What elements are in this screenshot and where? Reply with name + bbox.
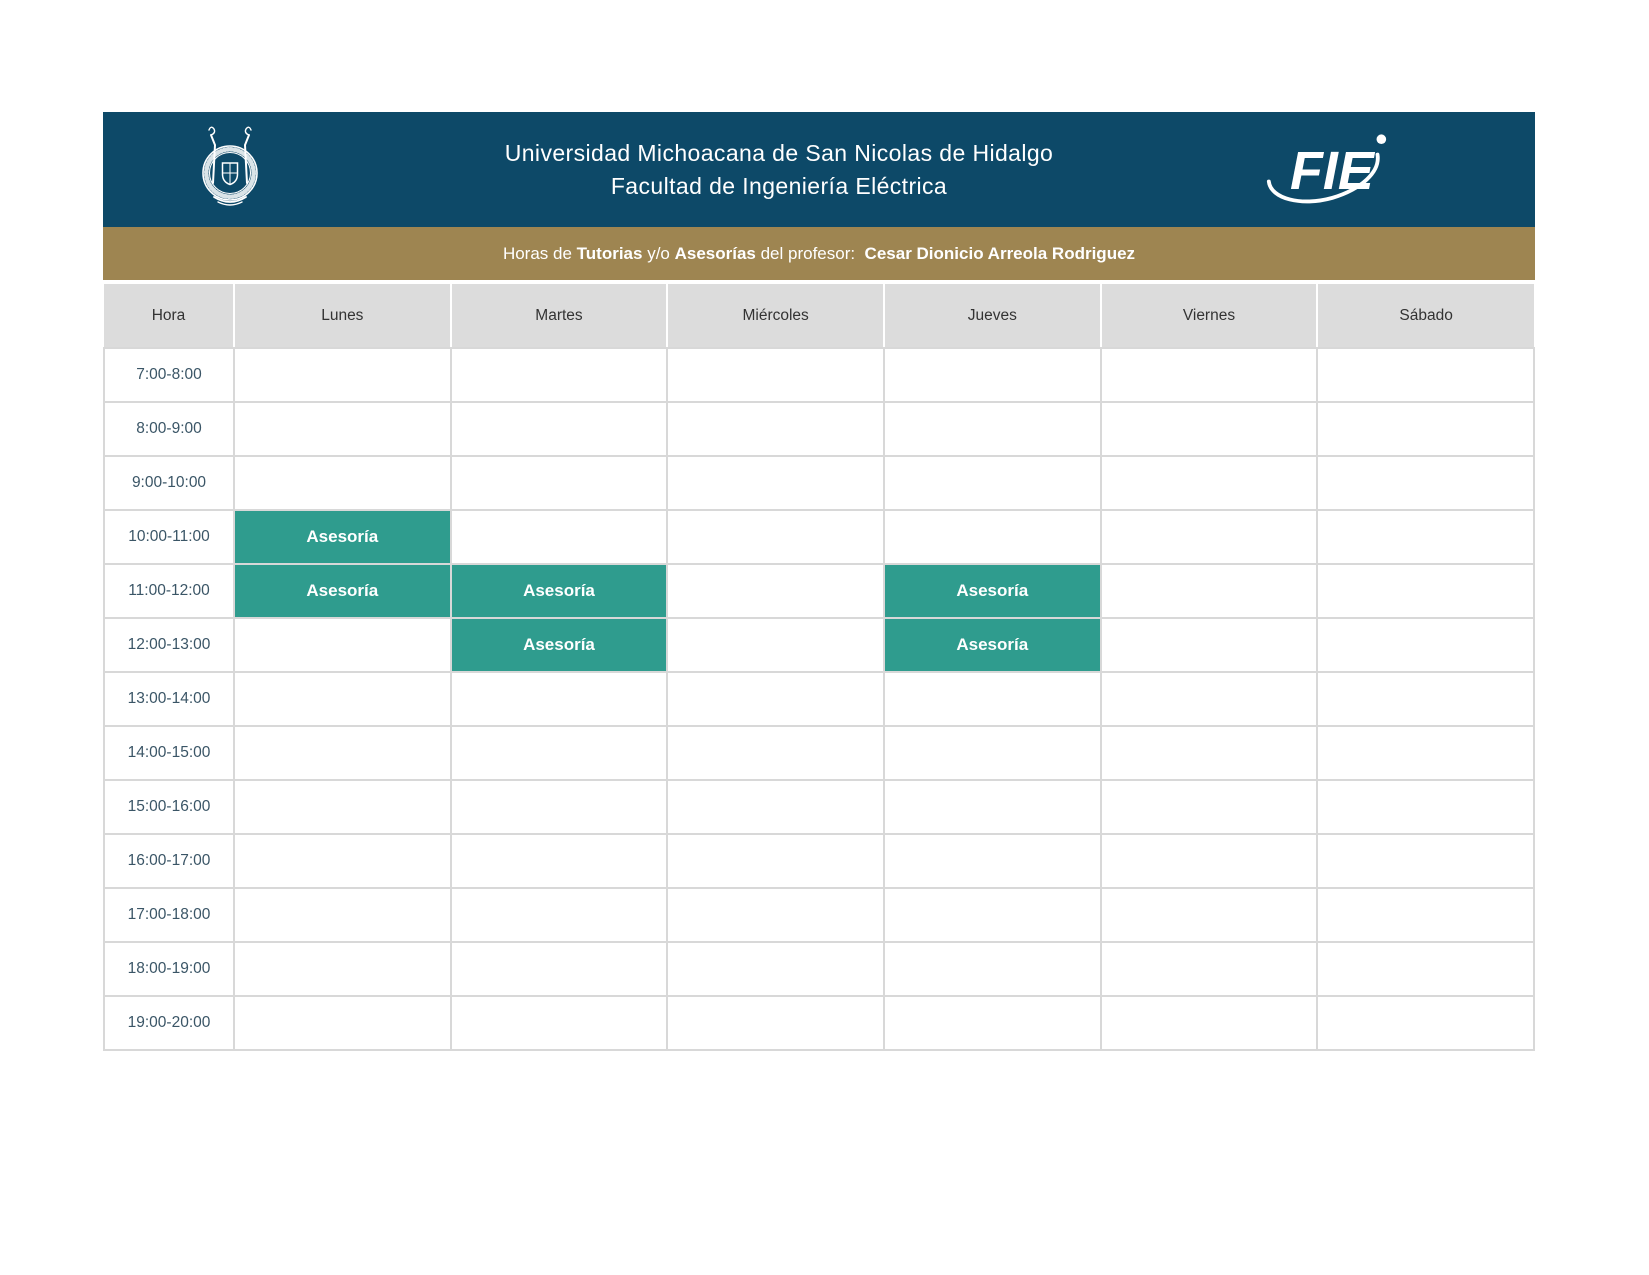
time-label: 10:00-11:00 [104,510,234,564]
schedule-row-10:00-11:00 [104,510,1534,564]
schedule-row-7:00-8:00 [104,348,1534,402]
empty-cell [234,726,451,780]
schedule-row-17:00-18:00 [104,888,1534,942]
fie-logo-text: FIE [1290,140,1374,201]
schedule-row-14:00-15:00 [104,726,1534,780]
time-label: 17:00-18:00 [104,888,234,942]
empty-cell [451,726,668,780]
time-label: 11:00-12:00 [104,564,234,618]
empty-cell [667,348,884,402]
empty-cell [1101,672,1318,726]
empty-cell [1317,942,1534,996]
empty-cell [1317,456,1534,510]
empty-cell [1317,780,1534,834]
empty-cell [451,402,668,456]
schedule-document [103,112,1535,1051]
time-label: 7:00-8:00 [104,348,234,402]
empty-cell [451,348,668,402]
time-label: 18:00-19:00 [104,942,234,996]
subtitle-bar [103,227,1535,280]
schedule-row-8:00-9:00 [104,402,1534,456]
subtitle-professor-label: del profesor: [755,243,865,263]
empty-cell [1101,996,1318,1050]
asesoria-cell-lunes-11:00-12:00: Asesoría [234,564,451,618]
empty-cell [1101,942,1318,996]
empty-cell [1101,510,1318,564]
subtitle-prefix: Horas de [502,243,577,263]
time-label: 9:00-10:00 [104,456,234,510]
empty-cell [884,996,1101,1050]
empty-cell [884,456,1101,510]
empty-cell [234,834,451,888]
empty-cell [1317,834,1534,888]
empty-cell [451,834,668,888]
empty-cell [234,888,451,942]
empty-cell [884,402,1101,456]
empty-cell [451,780,668,834]
empty-cell [1317,996,1534,1050]
university-name: Universidad Michoacana de San Nicolas de Hidalgo [504,139,1054,166]
column-header-viernes: Viernes [1101,284,1318,348]
schedule-row-19:00-20:00 [104,996,1534,1050]
column-header-lunes: Lunes [234,284,451,348]
empty-cell [451,510,668,564]
asesoria-cell-lunes-10:00-11:00: Asesoría [234,510,451,564]
schedule-row-18:00-19:00 [104,942,1534,996]
empty-cell [667,402,884,456]
empty-cell [1101,402,1318,456]
subtitle-asesorias: Asesorías [674,243,756,263]
empty-cell [451,456,668,510]
empty-cell [451,888,668,942]
column-header-miercoles: Miércoles [667,284,884,348]
empty-cell [884,942,1101,996]
schedule-row-16:00-17:00 [104,834,1534,888]
professor-name: Cesar Dionicio Arreola Rodriguez [864,243,1136,263]
empty-cell [884,510,1101,564]
empty-cell [1101,456,1318,510]
time-label: 14:00-15:00 [104,726,234,780]
empty-cell [451,942,668,996]
empty-cell [234,348,451,402]
empty-cell [234,456,451,510]
empty-cell [1317,564,1534,618]
empty-cell [234,402,451,456]
empty-cell [884,726,1101,780]
fie-logo [1265,125,1390,215]
empty-cell [884,834,1101,888]
empty-cell [1317,618,1534,672]
empty-cell [234,780,451,834]
empty-cell [667,672,884,726]
empty-cell [1101,780,1318,834]
schedule-row-11:00-12:00 [104,564,1534,618]
empty-cell [667,456,884,510]
empty-cell [667,726,884,780]
time-label: 12:00-13:00 [104,618,234,672]
asesoria-cell-martes-11:00-12:00: Asesoría [451,564,668,618]
empty-cell [1317,888,1534,942]
empty-cell [884,672,1101,726]
column-header-sabado: Sábado [1317,284,1534,348]
column-header-hora: Hora [104,284,234,348]
column-header-martes: Martes [451,284,668,348]
asesoria-cell-jueves-11:00-12:00: Asesoría [884,564,1101,618]
empty-cell [1101,348,1318,402]
empty-cell [667,780,884,834]
empty-cell [1101,564,1318,618]
schedule-row-13:00-14:00 [104,672,1534,726]
empty-cell [1101,834,1318,888]
empty-cell [1317,672,1534,726]
column-header-row [104,284,1534,348]
asesoria-cell-martes-12:00-13:00: Asesoría [451,618,668,672]
empty-cell [451,996,668,1050]
time-label: 8:00-9:00 [104,402,234,456]
empty-cell [667,942,884,996]
time-label: 13:00-14:00 [104,672,234,726]
time-label: 15:00-16:00 [104,780,234,834]
schedule-row-12:00-13:00 [104,618,1534,672]
empty-cell [667,564,884,618]
schedule-row-9:00-10:00 [104,456,1534,510]
empty-cell [1317,348,1534,402]
schedule-row-15:00-16:00 [104,780,1534,834]
column-header-jueves: Jueves [884,284,1101,348]
subtitle-tutorias: Tutorias [576,243,643,263]
empty-cell [667,834,884,888]
asesoria-cell-jueves-12:00-13:00: Asesoría [884,618,1101,672]
header-titles [263,137,1265,203]
empty-cell [1101,888,1318,942]
empty-cell [667,510,884,564]
empty-cell [667,618,884,672]
faculty-name: Facultad de Ingeniería Eléctrica [610,172,948,199]
empty-cell [884,888,1101,942]
empty-cell [1317,402,1534,456]
empty-cell [451,672,668,726]
subtitle-middle: y/o [642,243,675,263]
empty-cell [234,996,451,1050]
header-banner [103,112,1535,227]
empty-cell [884,780,1101,834]
empty-cell [884,348,1101,402]
empty-cell [1317,510,1534,564]
empty-cell [1101,726,1318,780]
time-label: 16:00-17:00 [104,834,234,888]
empty-cell [1101,618,1318,672]
time-label: 19:00-20:00 [104,996,234,1050]
empty-cell [234,618,451,672]
empty-cell [1317,726,1534,780]
empty-cell [234,672,451,726]
schedule-table [103,284,1535,1051]
empty-cell [667,996,884,1050]
empty-cell [234,942,451,996]
empty-cell [667,888,884,942]
university-seal-icon [197,120,263,220]
